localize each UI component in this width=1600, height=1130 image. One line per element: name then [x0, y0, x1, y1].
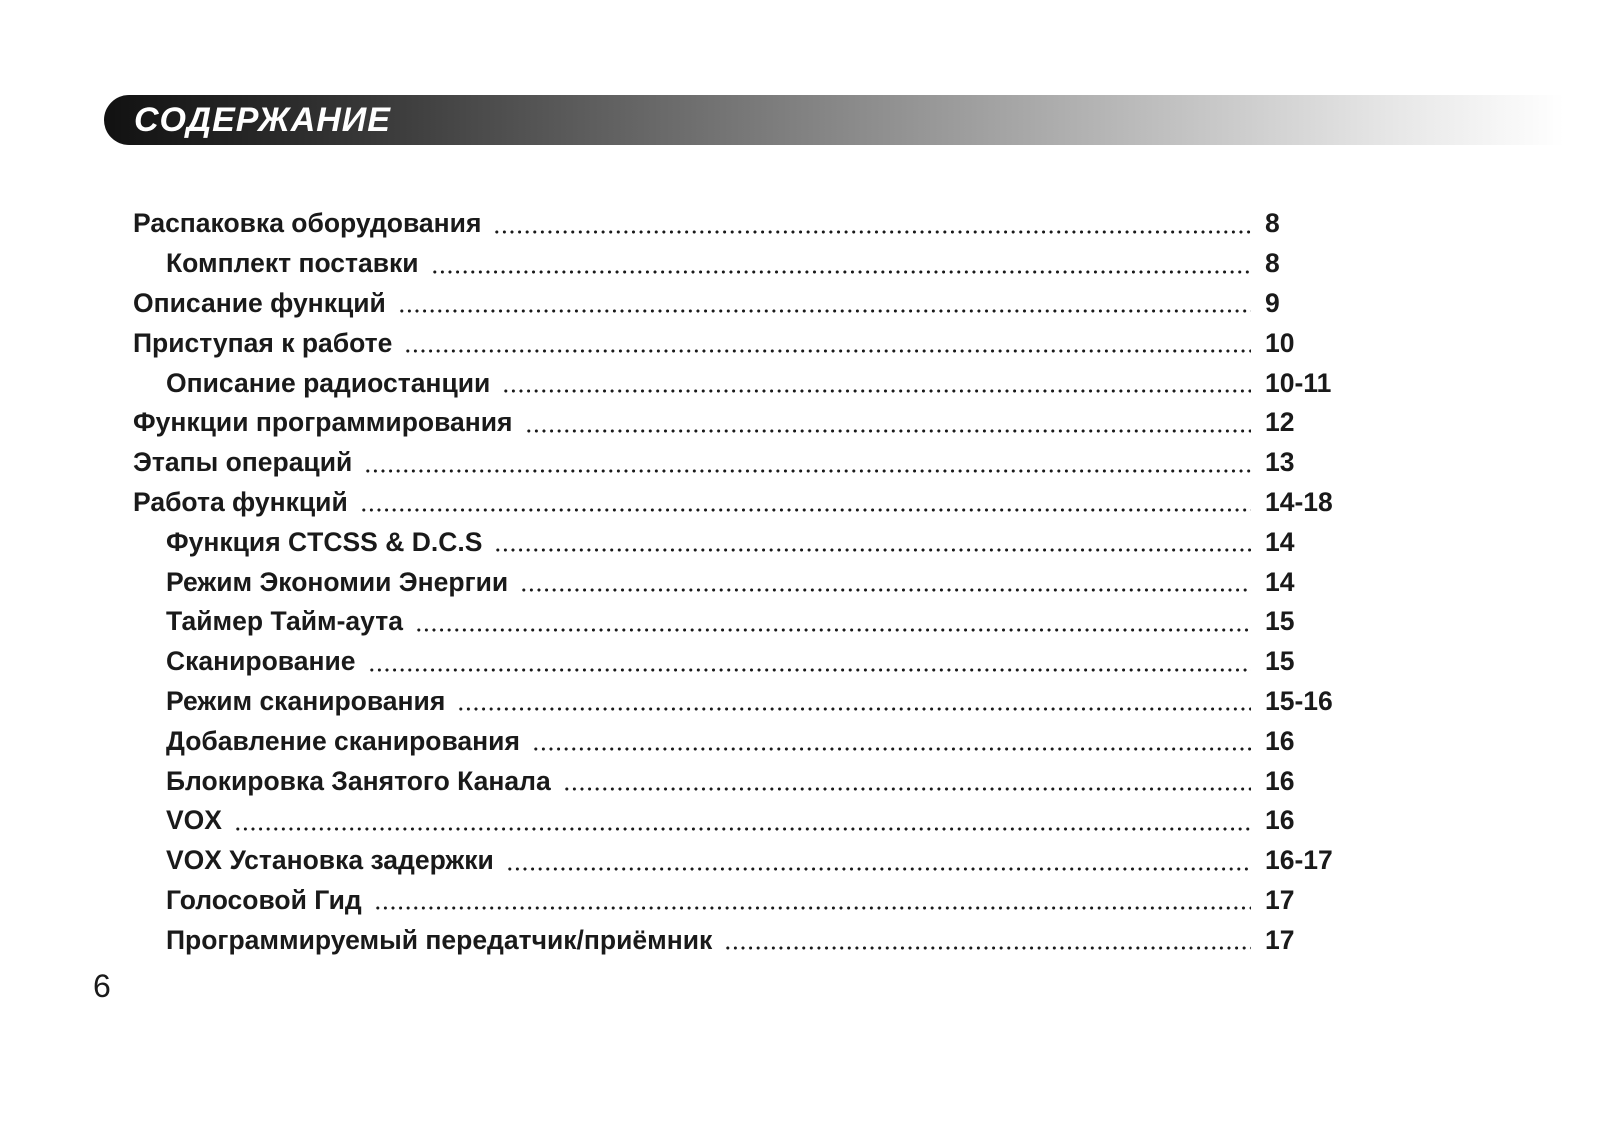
toc-entry-label: Работа функций	[133, 486, 348, 517]
toc-entry-page: 8	[1265, 248, 1280, 279]
toc-entry-label: Этапы операций	[133, 447, 353, 478]
toc-dot-leader	[398, 308, 1251, 314]
toc-entry-label: Описание радиостанции	[166, 367, 491, 398]
toc-entry-page: 16	[1265, 765, 1295, 796]
toc-entry[interactable]	[133, 284, 1363, 324]
toc-dot-leader	[520, 587, 1251, 593]
toc-dot-leader	[415, 627, 1251, 633]
toc-entry-label: Описание функций	[133, 287, 386, 318]
toc-entry[interactable]	[133, 642, 1363, 682]
toc-entry-label: Приступая к работе	[133, 327, 393, 358]
toc-dot-leader	[506, 866, 1251, 872]
toc-entry[interactable]	[133, 920, 1363, 960]
toc-entry-label: VOX Установка задержки	[166, 845, 494, 876]
toc-entry[interactable]	[133, 443, 1363, 483]
toc-entry-label: Таймер Тайм-аута	[166, 606, 403, 637]
toc-entry-label: Комплект поставки	[166, 248, 419, 279]
toc-entry[interactable]	[133, 761, 1363, 801]
toc-entry[interactable]	[133, 403, 1363, 443]
toc-entry-page: 14	[1265, 526, 1295, 557]
toc-entry[interactable]	[133, 682, 1363, 722]
toc-entry-label: Голосовой Гид	[166, 884, 362, 915]
page-number: 6	[93, 968, 111, 1004]
table-of-contents	[133, 204, 1363, 960]
toc-entry[interactable]	[133, 881, 1363, 921]
toc-entry[interactable]	[133, 841, 1363, 881]
toc-dot-leader	[502, 388, 1251, 394]
toc-entry-label: Сканирование	[166, 646, 356, 677]
toc-dot-leader	[404, 348, 1251, 354]
toc-entry-label: Блокировка Занятого Канала	[166, 765, 551, 796]
toc-dot-leader	[360, 507, 1251, 513]
toc-entry[interactable]	[133, 244, 1363, 284]
toc-entry-page: 16-17	[1265, 845, 1333, 876]
toc-entry-page: 15	[1265, 606, 1295, 637]
toc-entry-page: 8	[1265, 208, 1280, 239]
toc-dot-leader	[493, 229, 1251, 235]
toc-entry[interactable]	[133, 483, 1363, 523]
toc-entry-label: Функции программирования	[133, 407, 513, 438]
toc-entry-page: 16	[1265, 725, 1295, 756]
toc-dot-leader	[368, 667, 1251, 673]
toc-entry[interactable]	[133, 602, 1363, 642]
toc-entry[interactable]	[133, 363, 1363, 403]
toc-entry-label: Добавление сканирования	[166, 725, 520, 756]
toc-dot-leader	[494, 547, 1251, 553]
toc-entry-page: 17	[1265, 884, 1295, 915]
toc-entry-page: 15	[1265, 646, 1295, 677]
toc-entry[interactable]	[133, 522, 1363, 562]
toc-entry-page: 14-18	[1265, 486, 1333, 517]
toc-entry-label: Режим сканирования	[166, 685, 446, 716]
toc-entry-page: 10	[1265, 327, 1295, 358]
toc-dot-leader	[364, 468, 1251, 474]
toc-entry[interactable]	[133, 323, 1363, 363]
toc-entry-page: 14	[1265, 566, 1295, 597]
toc-entry-page: 9	[1265, 287, 1280, 318]
toc-entry-page: 13	[1265, 447, 1295, 478]
toc-entry-page: 17	[1265, 924, 1295, 955]
toc-dot-leader	[724, 945, 1251, 951]
toc-dot-leader	[374, 905, 1251, 911]
toc-dot-leader	[525, 428, 1251, 434]
toc-entry-page: 15-16	[1265, 685, 1333, 716]
toc-dot-leader	[234, 826, 1251, 832]
toc-dot-leader	[431, 269, 1251, 275]
toc-entry[interactable]	[133, 204, 1363, 244]
section-header-bar	[104, 95, 1564, 145]
toc-entry-label: Функция CTCSS & D.C.S	[166, 526, 483, 557]
toc-entry[interactable]	[133, 721, 1363, 761]
section-title: СОДЕРЖАНИЕ	[134, 101, 391, 139]
toc-entry-label: Режим Экономии Энергии	[166, 566, 509, 597]
toc-dot-leader	[457, 706, 1251, 712]
toc-entry-label: VOX	[166, 805, 222, 836]
toc-dot-leader	[563, 786, 1251, 792]
toc-entry-label: Распаковка оборудования	[133, 208, 482, 239]
toc-entry[interactable]	[133, 562, 1363, 602]
toc-entry-label: Программируемый передатчик/приёмник	[166, 924, 713, 955]
toc-entry[interactable]	[133, 801, 1363, 841]
toc-dot-leader	[532, 746, 1251, 752]
toc-entry-page: 12	[1265, 407, 1295, 438]
toc-entry-page: 10-11	[1265, 367, 1332, 398]
toc-entry-page: 16	[1265, 805, 1295, 836]
